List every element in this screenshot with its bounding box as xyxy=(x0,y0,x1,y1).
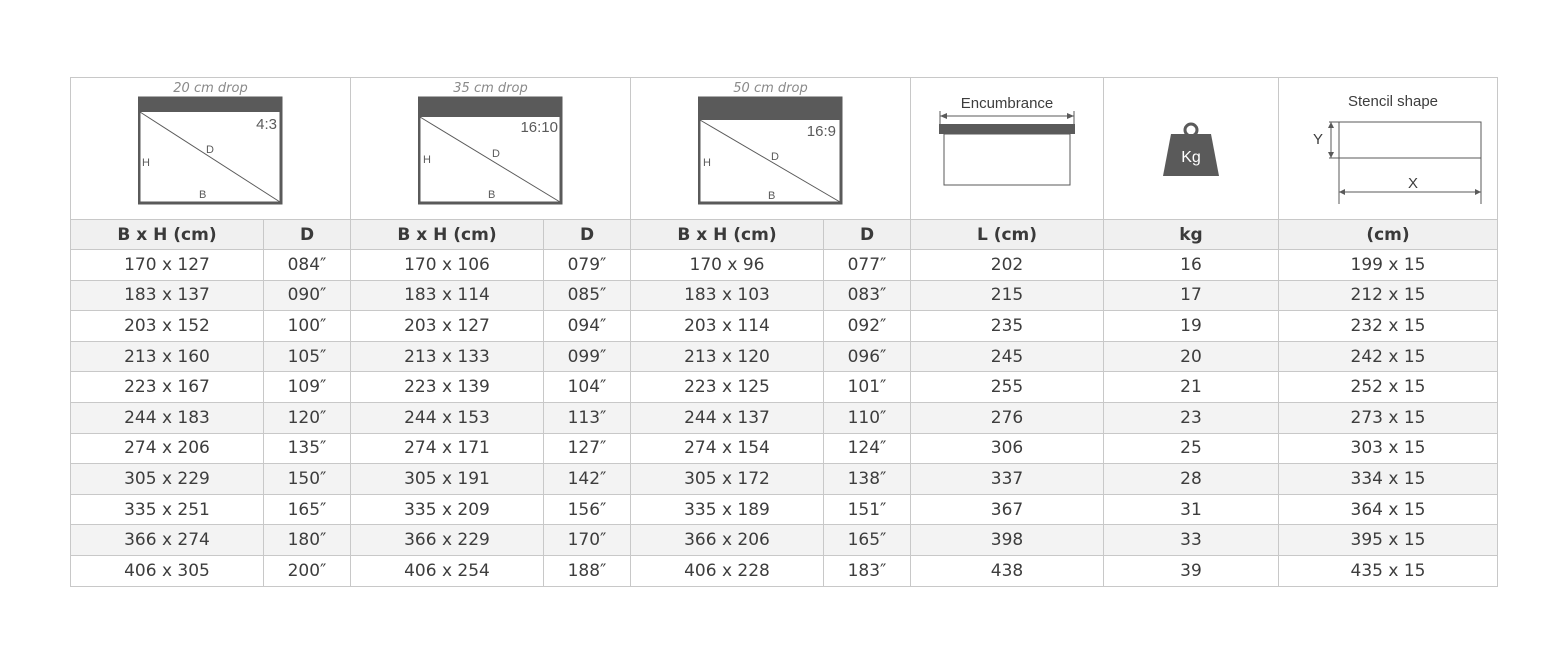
cell-length: 245 xyxy=(911,341,1104,372)
cell-bxh-16-10: 223 x 139 xyxy=(351,372,544,403)
cell-kg: 17 xyxy=(1104,280,1279,311)
cell-bxh-16-9: 244 x 137 xyxy=(631,402,824,433)
cell-d-16-10: 170″ xyxy=(544,525,631,556)
cell-bxh-16-10: 183 x 114 xyxy=(351,280,544,311)
spec-table xyxy=(70,77,1498,587)
cell-d-16-9: 110″ xyxy=(824,402,911,433)
encumbrance-icon xyxy=(932,94,1082,204)
cell-bxh-4-3: 244 x 183 xyxy=(71,402,264,433)
ratio-label: 16:10 xyxy=(519,119,558,136)
cell-bxh-16-10: 203 x 127 xyxy=(351,311,544,342)
cell-bxh-16-10: 274 x 171 xyxy=(351,433,544,464)
cell-stencil: 395 x 15 xyxy=(1279,525,1498,556)
cell-length: 255 xyxy=(911,372,1104,403)
cell-d-16-9: 096″ xyxy=(824,341,911,372)
cell-bxh-16-10: 335 x 209 xyxy=(351,494,544,525)
cell-d-16-9: 183″ xyxy=(824,555,911,586)
cell-bxh-4-3: 223 x 167 xyxy=(71,372,264,403)
cell-bxh-16-9: 203 x 114 xyxy=(631,311,824,342)
cell-stencil: 252 x 15 xyxy=(1279,372,1498,403)
cell-bxh-16-10: 170 x 106 xyxy=(351,250,544,281)
cell-d-16-9: 101″ xyxy=(824,372,911,403)
diagonal-letter: D xyxy=(770,151,779,163)
cell-bxh-4-3: 335 x 251 xyxy=(71,494,264,525)
drop-label: 35 cm drop xyxy=(453,81,528,96)
weight-icon xyxy=(1156,120,1226,180)
cell-bxh-4-3: 366 x 274 xyxy=(71,525,264,556)
data-body xyxy=(71,250,1498,587)
cell-kg: 25 xyxy=(1104,433,1279,464)
col-header-d-16-10: D xyxy=(544,220,631,250)
cell-kg: 23 xyxy=(1104,402,1279,433)
table-row xyxy=(71,555,1498,586)
cell-d-16-10: 099″ xyxy=(544,341,631,372)
cell-bxh-4-3: 213 x 160 xyxy=(71,341,264,372)
cell-length: 306 xyxy=(911,433,1104,464)
screen-4-3-icon xyxy=(138,96,284,206)
col-header-bxh-4-3: B x H (cm) xyxy=(71,220,264,250)
table-row xyxy=(71,311,1498,342)
cell-d-16-10: 156″ xyxy=(544,494,631,525)
diagram-row xyxy=(71,78,1498,220)
cell-d-16-10: 104″ xyxy=(544,372,631,403)
cell-d-4-3: 200″ xyxy=(264,555,351,586)
cell-bxh-16-10: 366 x 229 xyxy=(351,525,544,556)
table-row xyxy=(71,402,1498,433)
drop-label: 20 cm drop xyxy=(173,81,248,96)
cell-bxh-16-10: 305 x 191 xyxy=(351,464,544,495)
drop-label: 50 cm drop xyxy=(733,81,808,96)
cell-length: 398 xyxy=(911,525,1104,556)
cell-d-4-3: 090″ xyxy=(264,280,351,311)
cell-d-4-3: 109″ xyxy=(264,372,351,403)
cell-bxh-4-3: 170 x 127 xyxy=(71,250,264,281)
group-20cm-header xyxy=(71,78,351,220)
col-header-length: L (cm) xyxy=(911,220,1104,250)
stencil-x-label: X xyxy=(1407,175,1419,192)
cell-bxh-16-9: 183 x 103 xyxy=(631,280,824,311)
ratio-label: 4:3 xyxy=(255,116,277,133)
cell-d-4-3: 180″ xyxy=(264,525,351,556)
cell-d-16-10: 094″ xyxy=(544,311,631,342)
cell-bxh-16-9: 366 x 206 xyxy=(631,525,824,556)
cell-d-16-9: 138″ xyxy=(824,464,911,495)
cell-kg: 20 xyxy=(1104,341,1279,372)
cell-kg: 31 xyxy=(1104,494,1279,525)
table-row xyxy=(71,280,1498,311)
stencil-title: Stencil shape xyxy=(1347,93,1439,110)
cell-d-16-10: 079″ xyxy=(544,250,631,281)
cell-d-16-10: 127″ xyxy=(544,433,631,464)
base-letter: B xyxy=(487,189,495,201)
cell-bxh-4-3: 305 x 229 xyxy=(71,464,264,495)
height-letter: H xyxy=(422,154,431,166)
screen-16-9-icon xyxy=(698,96,844,206)
cell-kg: 21 xyxy=(1104,372,1279,403)
cell-kg: 19 xyxy=(1104,311,1279,342)
weight-header xyxy=(1104,78,1279,220)
cell-length: 367 xyxy=(911,494,1104,525)
cell-stencil: 242 x 15 xyxy=(1279,341,1498,372)
cell-d-16-9: 083″ xyxy=(824,280,911,311)
col-header-bxh-16-10: B x H (cm) xyxy=(351,220,544,250)
cell-kg: 16 xyxy=(1104,250,1279,281)
cell-d-16-9: 151″ xyxy=(824,494,911,525)
cell-kg: 33 xyxy=(1104,525,1279,556)
cell-bxh-16-9: 170 x 96 xyxy=(631,250,824,281)
cell-length: 202 xyxy=(911,250,1104,281)
encumbrance-title: Encumbrance xyxy=(960,95,1054,112)
cell-d-16-9: 077″ xyxy=(824,250,911,281)
cell-d-16-10: 142″ xyxy=(544,464,631,495)
cell-stencil: 212 x 15 xyxy=(1279,280,1498,311)
col-header-d-16-9: D xyxy=(824,220,911,250)
diagonal-letter: D xyxy=(491,148,500,160)
table-row xyxy=(71,341,1498,372)
cell-d-16-9: 124″ xyxy=(824,433,911,464)
column-header-row xyxy=(71,220,1498,250)
cell-bxh-4-3: 203 x 152 xyxy=(71,311,264,342)
cell-length: 337 xyxy=(911,464,1104,495)
cell-kg: 39 xyxy=(1104,555,1279,586)
col-header-stencil: (cm) xyxy=(1279,220,1498,250)
weight-icon-text: Kg xyxy=(1181,149,1201,166)
diagonal-letter: D xyxy=(205,144,214,156)
group-35cm-header xyxy=(351,78,631,220)
ratio-label: 16:9 xyxy=(806,123,836,140)
stencil-y-label: Y xyxy=(1313,131,1324,148)
cell-d-16-9: 092″ xyxy=(824,311,911,342)
stencil-header xyxy=(1279,78,1498,220)
cell-length: 438 xyxy=(911,555,1104,586)
col-header-kg: kg xyxy=(1104,220,1279,250)
cell-bxh-16-9: 274 x 154 xyxy=(631,433,824,464)
cell-d-4-3: 120″ xyxy=(264,402,351,433)
cell-bxh-16-9: 305 x 172 xyxy=(631,464,824,495)
table-row xyxy=(71,433,1498,464)
cell-bxh-16-9: 406 x 228 xyxy=(631,555,824,586)
screen-16-10-icon xyxy=(418,96,564,206)
cell-d-16-9: 165″ xyxy=(824,525,911,556)
cell-length: 235 xyxy=(911,311,1104,342)
table-row xyxy=(71,525,1498,556)
col-header-d-4-3: D xyxy=(264,220,351,250)
cell-d-4-3: 165″ xyxy=(264,494,351,525)
cell-length: 215 xyxy=(911,280,1104,311)
group-50cm-header xyxy=(631,78,911,220)
cell-stencil: 435 x 15 xyxy=(1279,555,1498,586)
cell-stencil: 199 x 15 xyxy=(1279,250,1498,281)
cell-kg: 28 xyxy=(1104,464,1279,495)
cell-stencil: 303 x 15 xyxy=(1279,433,1498,464)
table-row xyxy=(71,250,1498,281)
cell-d-4-3: 084″ xyxy=(264,250,351,281)
cell-bxh-16-10: 406 x 254 xyxy=(351,555,544,586)
cell-d-16-10: 188″ xyxy=(544,555,631,586)
base-letter: B xyxy=(767,190,775,202)
cell-d-16-10: 085″ xyxy=(544,280,631,311)
cell-stencil: 232 x 15 xyxy=(1279,311,1498,342)
cell-stencil: 273 x 15 xyxy=(1279,402,1498,433)
stencil-shape-icon xyxy=(1283,90,1493,210)
cell-d-4-3: 135″ xyxy=(264,433,351,464)
cell-bxh-16-9: 335 x 189 xyxy=(631,494,824,525)
cell-stencil: 334 x 15 xyxy=(1279,464,1498,495)
cell-bxh-16-9: 213 x 120 xyxy=(631,341,824,372)
cell-bxh-16-10: 213 x 133 xyxy=(351,341,544,372)
height-letter: H xyxy=(702,157,711,169)
cell-d-16-10: 113″ xyxy=(544,402,631,433)
cell-d-4-3: 150″ xyxy=(264,464,351,495)
table-row xyxy=(71,494,1498,525)
height-letter: H xyxy=(141,157,150,169)
encumbrance-header xyxy=(911,78,1104,220)
cell-d-4-3: 105″ xyxy=(264,341,351,372)
table-row xyxy=(71,464,1498,495)
cell-length: 276 xyxy=(911,402,1104,433)
col-header-bxh-16-9: B x H (cm) xyxy=(631,220,824,250)
cell-bxh-16-9: 223 x 125 xyxy=(631,372,824,403)
cell-d-4-3: 100″ xyxy=(264,311,351,342)
cell-bxh-16-10: 244 x 153 xyxy=(351,402,544,433)
cell-stencil: 364 x 15 xyxy=(1279,494,1498,525)
cell-bxh-4-3: 274 x 206 xyxy=(71,433,264,464)
cell-bxh-4-3: 183 x 137 xyxy=(71,280,264,311)
cell-bxh-4-3: 406 x 305 xyxy=(71,555,264,586)
table-row xyxy=(71,372,1498,403)
base-letter: B xyxy=(198,189,206,201)
